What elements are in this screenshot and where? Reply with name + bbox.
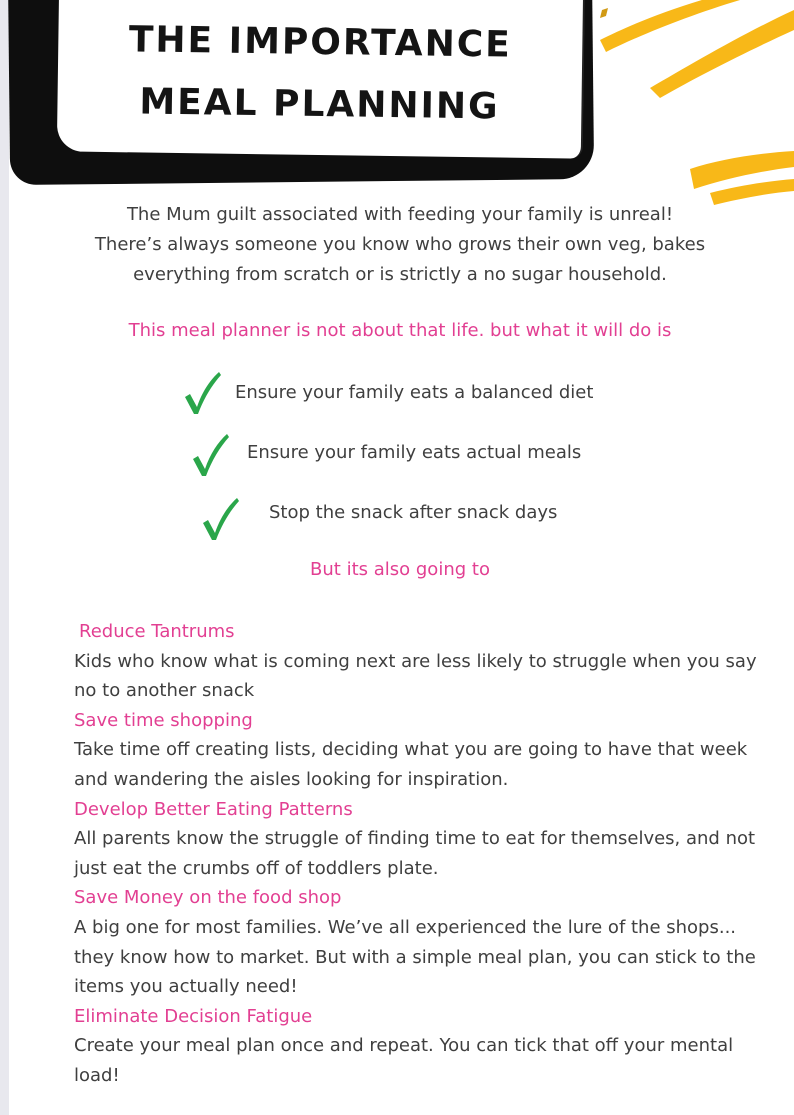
also-going-to-line: But its also going to	[310, 559, 490, 580]
page-title-line-2: MEAL PLANNING	[139, 81, 500, 128]
benefit-text: All parents know the struggle of finding time to eat for themselves, and not just eat the crumbs off of toddlers plate.	[74, 828, 756, 879]
benefit-text: A big one for most families. We’ve all experienced the lure of the shops... they know how to market. But with a simple meal plan, you can stick to the items you actually need!	[74, 916, 756, 998]
intro-paragraph	[60, 200, 740, 290]
benefit-text: Take time off creating lists, deciding what you are going to have that week and wandering the aisles looking for inspiration.	[74, 739, 748, 790]
check-icon	[190, 432, 230, 478]
intro-line: There’s always someone you know who grows their own veg, bakes	[94, 234, 706, 255]
checklist-text: Ensure your family eats actual meals	[247, 442, 582, 463]
benefit-item	[74, 1002, 774, 1091]
benefit-item	[74, 706, 774, 795]
page-title-line-1: THE IMPORTANCE	[128, 19, 513, 66]
benefit-title: Develop Better Eating Patterns	[74, 798, 353, 820]
check-icon	[182, 370, 222, 416]
benefit-title: Reduce Tantrums	[79, 621, 235, 642]
planner-statement: This meal planner is not about that life. but what it will do is	[128, 320, 672, 341]
benefit-item	[74, 883, 774, 1001]
title-card	[57, 0, 585, 159]
benefit-title: Save Money on the food shop	[74, 887, 342, 909]
intro-line: everything from scratch or is strictly a no sugar household.	[133, 264, 667, 285]
left-page-edge	[0, 0, 9, 1115]
benefit-item	[74, 795, 774, 884]
benefit-text: Create your meal plan once and repeat. You can tick that off your mental load!	[74, 1035, 734, 1086]
benefits-list	[74, 617, 774, 1091]
check-icon	[200, 496, 240, 542]
intro-line: The Mum guilt associated with feeding your family is unreal!	[126, 204, 674, 225]
brush-stroke-bottom	[690, 145, 794, 205]
checklist-text: Ensure your family eats a balanced diet	[235, 382, 594, 403]
brush-stroke-top	[590, 0, 794, 100]
benefit-title: Save time shopping	[74, 709, 253, 731]
benefit-title: Eliminate Decision Fatigue	[74, 1005, 313, 1027]
checklist-text: Stop the snack after snack days	[269, 502, 558, 523]
benefit-text: Kids who know what is coming next are less likely to struggle when you say no to another snack	[74, 650, 757, 702]
benefit-item	[74, 617, 774, 706]
